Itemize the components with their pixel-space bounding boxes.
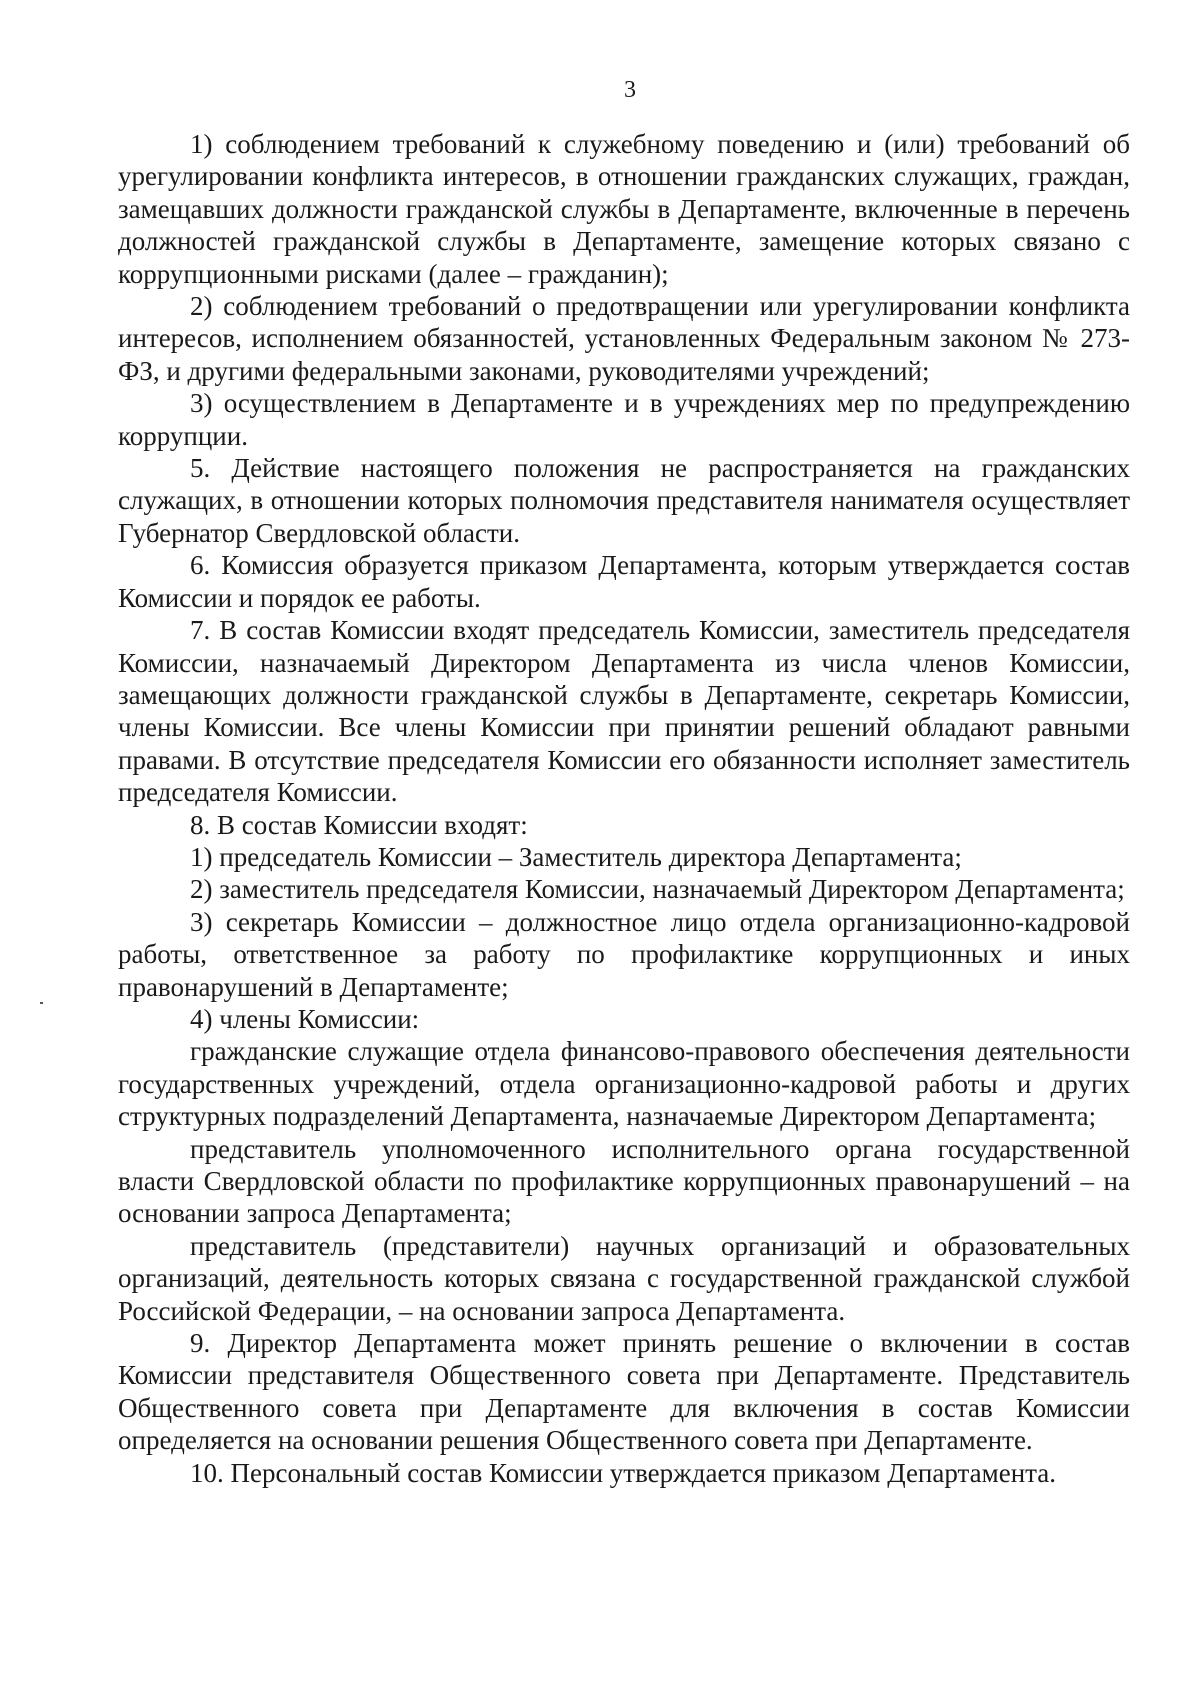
paragraph: 2) заместитель председателя Комиссии, назначаемый Директором Департамента; [190, 874, 1125, 905]
paragraph: 8. В состав Комиссии входят: [190, 809, 528, 840]
paragraph: гражданские служащие отдела финансово-правового обеспечения деятельности государственных учреждений, отдела организационно-кадровой работы и других структурных подразделений Департамента, назначаемые Директором Департамента; [118, 1036, 1130, 1132]
paragraph: 5. Действие настоящего положения не распространяется на гражданских служащих, в отношении которых полномочия представителя нанимателя осуществляет Губернатор Свердловской области. [118, 453, 1130, 548]
paragraph: 1) соблюдением требований к служебному поведению и (или) требований об урегулировании конфликта интересов, в отношении гражданских служащих, граждан, замещавших должности гражданской службы в Департаменте, включенные в перечень должностей гражданской службы в Департаменте, замещение которых связано с коррупционными рисками (далее – гражданин); [118, 129, 1130, 289]
paragraph: 3) осуществлением в Департаменте и в учреждениях мер по предупреждению коррупции. [118, 388, 1130, 451]
paragraph: 9. Директор Департамента может принять решение о включении в состав Комиссии представителя Общественного совета при Департаменте. Представитель Общественного совета при Департаменте для включения в состав Комиссии определяется на основании решения Общественного совета при Департаменте. [118, 1328, 1130, 1456]
page-number: 3 [624, 77, 636, 103]
paragraph: 10. Персональный состав Комиссии утверждается приказом Департамента. [190, 1457, 1057, 1488]
paragraph: 6. Комиссия образуется приказом Департамента, которым утверждается состав Комиссии и порядок ее работы. [118, 550, 1130, 613]
paragraph: представитель (представители) научных организаций и образовательных организаций, деятельность которых связана с государственной гражданской службой Российской Федерации, – на основании запроса Департамента. [118, 1230, 1130, 1326]
paragraph: 2) соблюдением требований о предотвращении или урегулировании конфликта интересов, исполнением обязанностей, установленных Федеральным законом № 273-ФЗ, и другими федеральными законами, руководителями учреждений; [118, 291, 1130, 386]
paragraph: представитель уполномоченного исполнительного органа государственной власти Свердловской области по профилактике коррупционных правонарушений – на основании запроса Департамента; [118, 1133, 1130, 1229]
paragraph: 1) председатель Комиссии – Заместитель директора Департамента; [190, 841, 962, 872]
paragraph: 7. В состав Комиссии входят председатель Комиссии, заместитель председателя Комиссии, назначаемый Директором Департамента из числа членов Комиссии, замещающих должности гражданской службы в Департаменте, секретарь Комиссии, члены Комиссии. Все члены Комиссии при принятии решений обладают равными правами. В отсутствие председателя Комиссии его обязанности исполняет заместитель председателя Комиссии. [118, 615, 1130, 808]
margin-mark [40, 1002, 43, 1004]
paragraph: 3) секретарь Комиссии – должностное лицо отдела организационно-кадровой работы, ответственное за работу по профилактике коррупционных и иных правонарушений в Департаменте; [118, 906, 1130, 1002]
document-body [118, 128, 1130, 1489]
paragraph: 4) члены Комиссии: [190, 1003, 420, 1034]
